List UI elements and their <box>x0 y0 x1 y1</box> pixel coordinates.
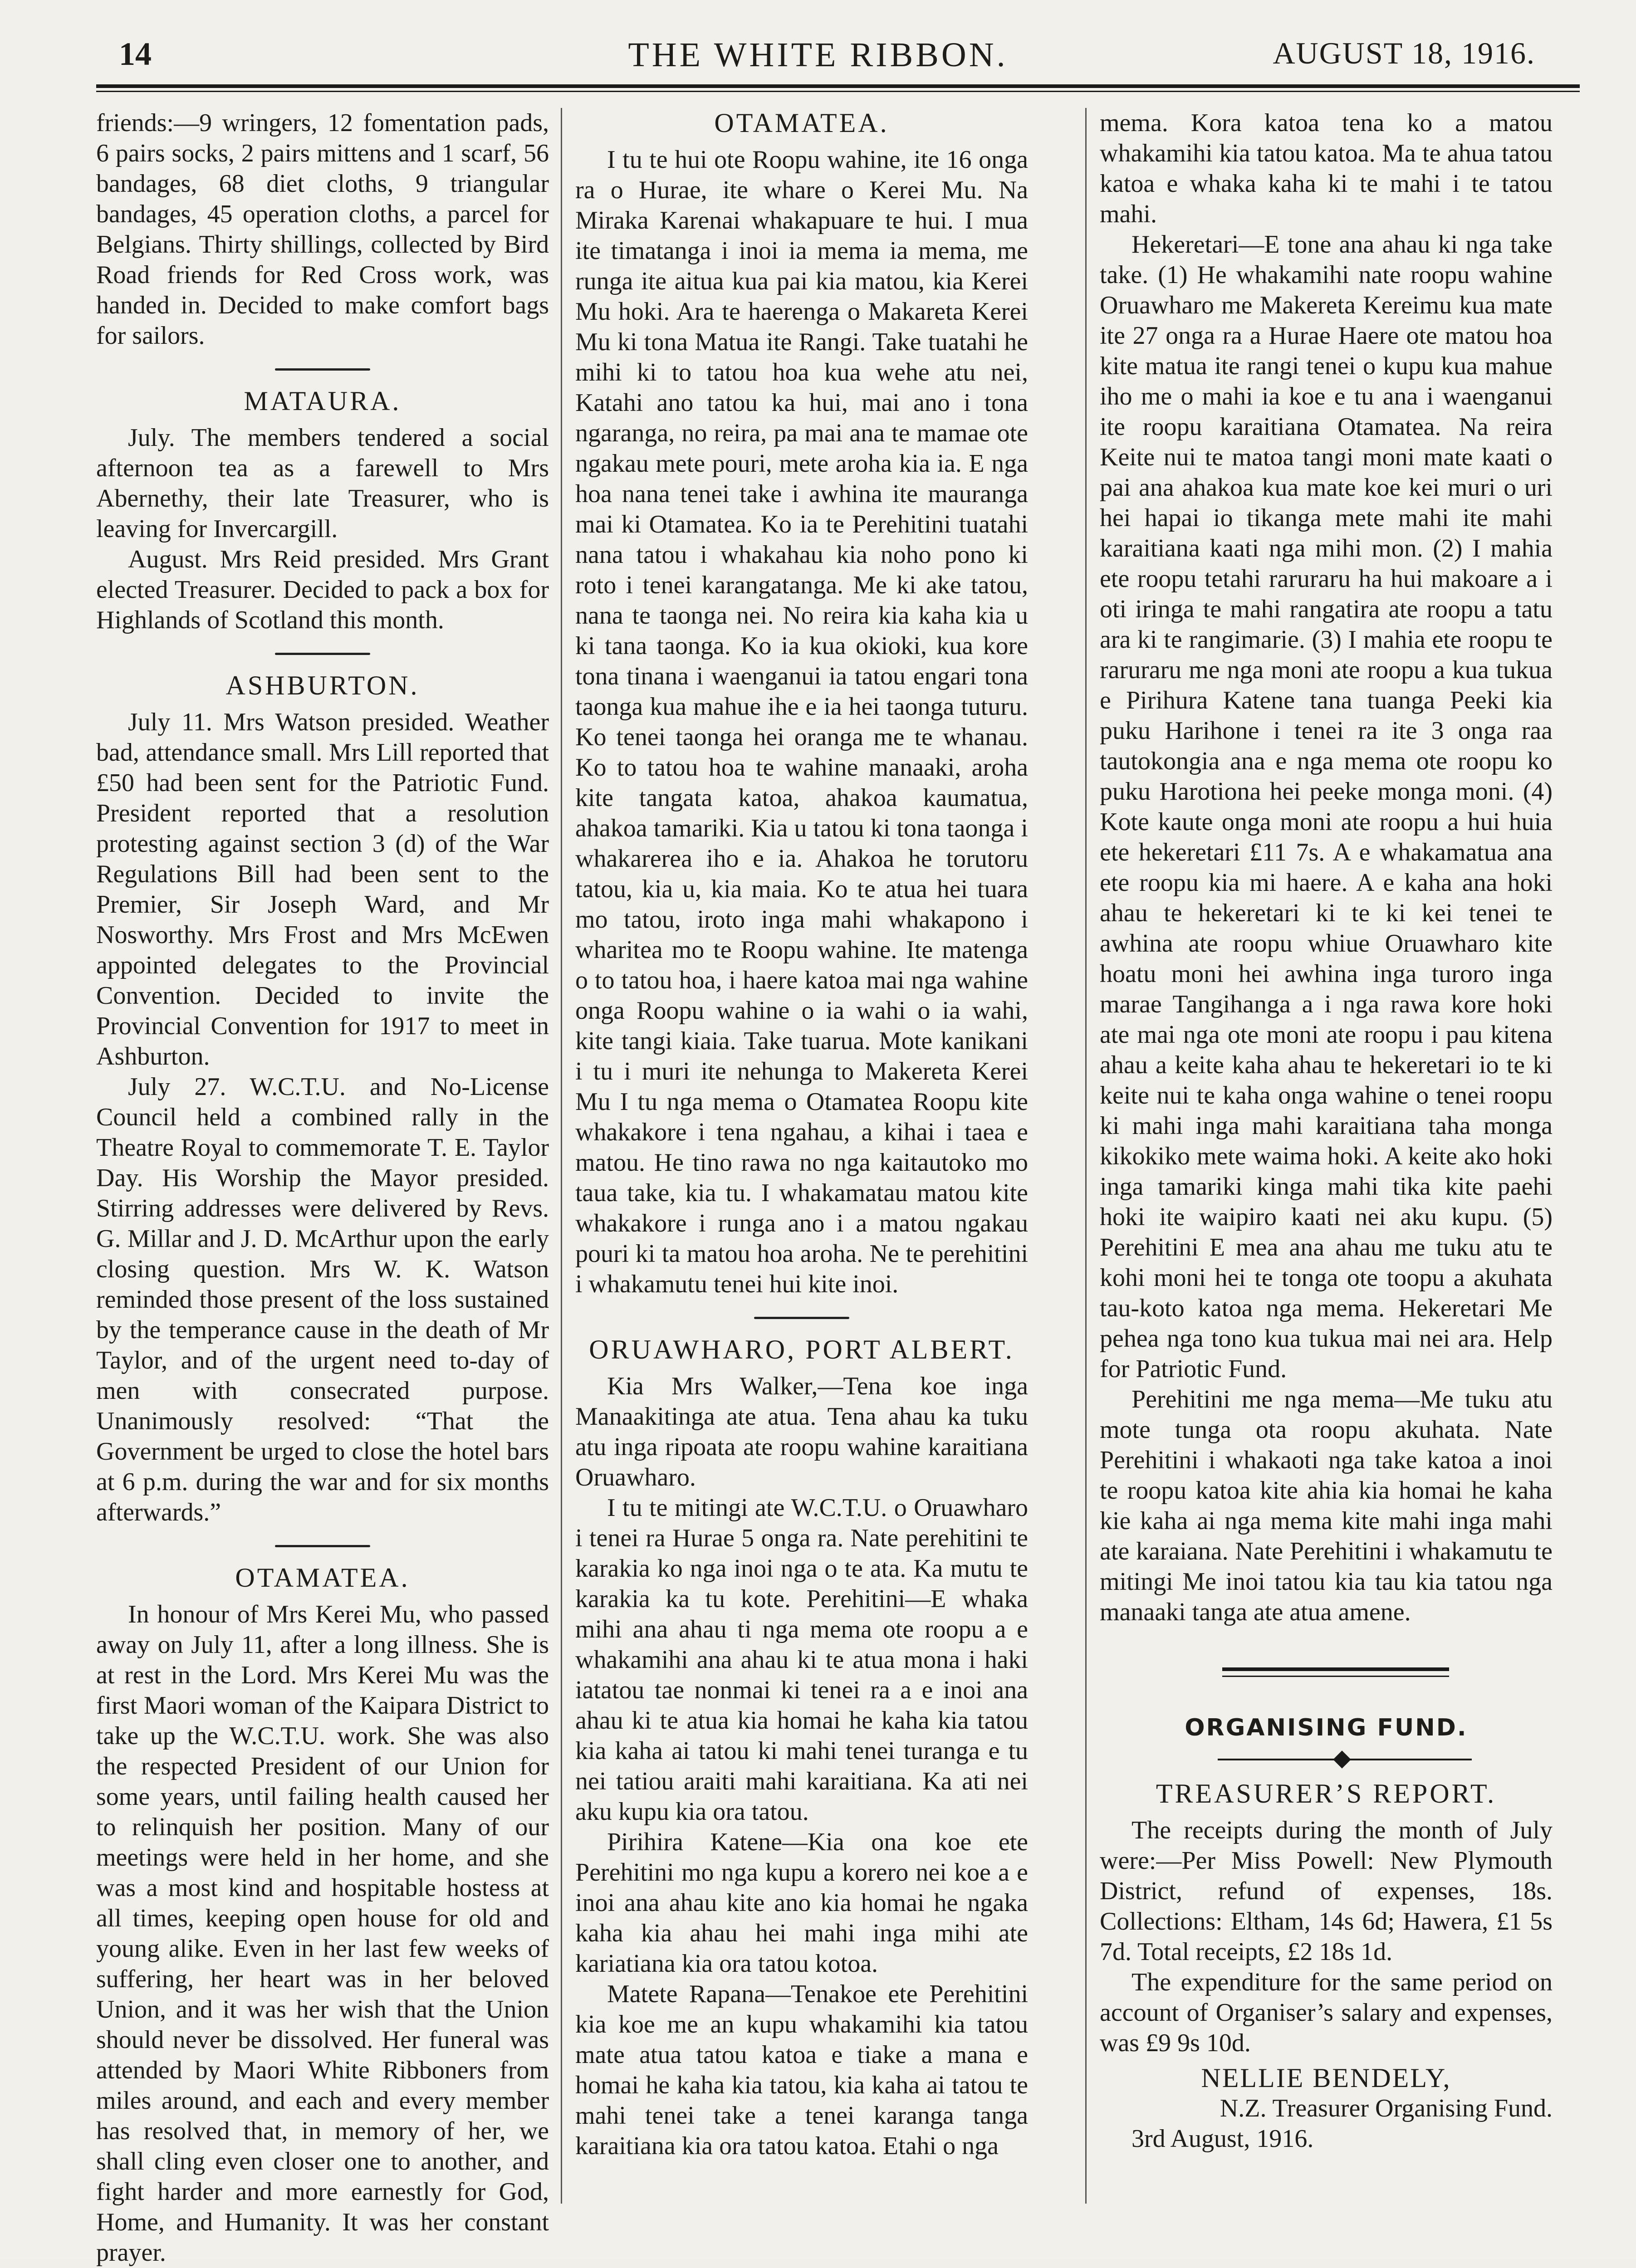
diamond-divider <box>1100 1750 1553 1769</box>
column-divider <box>561 108 562 2204</box>
article-paragraph: July. The members tendered a social afternoon tea as a farewell to Mrs Abernethy, their late Treasurer, who is leaving for Invercargill. <box>96 424 549 543</box>
section-divider <box>275 653 370 655</box>
section-heading-ashburton: ASHBURTON. <box>225 670 420 700</box>
article-paragraph: July 27. W.C.T.U. and No-License Council held a combined rally in the Theatre Royal to commemorate T. E. Taylor Day. His Worship the Mayor presided. Stirring addresses were delivered by Revs. G. Millar and J. D. McArthur upon the early closing question. Mrs W. K. Watson reminded those present of the loss sustained by the temperance cause in the death of Mr Taylor, and of the urgent need to-day of men with consecrated purpose. Unanimously resolved: “That the Government be urged to close the hotel bars at 6 p.m. during the war and for six months afterwards.” <box>96 1073 549 1526</box>
article-paragraph: The receipts during the month of July were:—Per Miss Powell: New Plymouth District, refund of expenses, 18s. Collections: Eltham, 14s 6d; Hawera, £1 5s 7d. Total receipts, £2 18s 1d. <box>1100 1816 1553 1966</box>
section-ornament-rule <box>1100 1657 1553 1693</box>
signature-date: 3rd August, 1916. <box>1131 2125 1314 2153</box>
issue-date: AUGUST 18, 1916. <box>1273 36 1535 70</box>
article-paragraph: I tu te hui ote Roopu wahine, ite 16 onga ra o Hurae, ite whare o Kerei Mu. Na Miraka Karenai whakapuare te hui. I mua ite timatanga i inoi ia mema ia mema, me runga ite aitua kua pai kia matou, kia Kerei Mu hoki. Ara te haerenga o Makareta Kerei Mu ki tona Matua ite Rangi. Take tuatahi he mihi ki to tatou hoa kua wehe atu nei, Katahi ano tatou ka hui, mai ano i tona ngaranga, no reira, pa mai ana te mamae ote ngakau mete pouri, mete aroha kia ia. E nga hoa nana tenei take i awhina ite mauranga mai ki Otamatea. Ko ia te Perehitini tuatahi nana tatou i whakahau kia noho pono ki roto i tenei karangatanga. Me ki ake tatou, nana te taonga nei. No reira kia kaha kia u ki tana taonga. Ko ia kua okioki, kua kore tona tinana i waenganui ia tatou engari tona taonga kua mahue ihe e ia hei taonga tuturu. Ko tenei taonga hei oranga me te whanau. Ko to tatou hoa te wahine manaaki, aroha kite tangata katoa, ahakoa kaumatua, ahakoa tamariki. Kia u tatou ki tona taonga i whakarerea iho e ia. Ahakoa he torutoru tatou, kia u, kia maia. Ko te atua hei tuara mo tatou, iroto inga mahi whakapono i wharitea mo te Roopu wahine. Ite matenga o to tatou hoa, i haere katoa mai nga wahine onga Roopu wahine o ia wahi o ia wahi, kite tangi kiaia. Take tuarua. Mote kanikani i tu i muri ite nehunga to Makereta Kerei Mu I tu nga mema o Otamatea Roopu kite whakakore i tena ngahau, a kihai i taea e matou. He tino rawa no nga kaitautoko mo taua take, kia tu. I whakamatau matou kite whakakore i runga ano i a matou ngakau pouri ki ta matou hoa aroha. Ne te perehitini i whakamutu tenei hui kite inoi. <box>575 146 1028 1298</box>
article-paragraph: August. Mrs Reid presided. Mrs Grant elected Treasurer. Decided to pack a box for Highlands of Scotland this month. <box>96 545 549 634</box>
article-paragraph: Pirihira Katene—Kia ona koe ete Perehitini mo nga kupu a korero nei koe a e inoi ana ahau kite ano kia homai he ngaka kaha kia ahau hei mahi inga mihi ate kariatiana kia ora tatou kotoa. <box>575 1828 1028 1978</box>
signature-title: N.Z. Treasurer Organising Fund. <box>1220 2094 1553 2122</box>
section-heading-mataura: MATAURA. <box>244 386 402 416</box>
article-paragraph: friends:—9 wringers, 12 fomentation pads, 6 pairs socks, 2 pairs mittens and 1 scarf, 56 bandages, 68 diet cloths, 9 triangular bandages, 45 operation cloths, a parcel for Belgians. Thirty shillings, collected by Bird Road friends for Red Cross work, was handed in. Decided to make comfort bags for sailors. <box>96 109 549 350</box>
article-paragraph: mema. Kora katoa tena ko a matou whakamihi kia tatou katoa. Ma te ahua tatou katoa e whaka kaha ki te mahi i te tatou mahi. <box>1100 109 1553 228</box>
header-rule <box>96 84 1580 88</box>
publication-title: THE WHITE RIBBON. <box>628 36 1008 74</box>
article-paragraph: Kia Mrs Walker,—Tena koe inga Manaakitinga ate atua. Tena ahau ka tuku atu inga ripoata ate roopu wahine karaitiana Oruawharo. <box>575 1372 1028 1491</box>
section-heading-otamatea: OTAMATEA. <box>235 1563 410 1593</box>
article-paragraph: I tu te mitingi ate W.C.T.U. o Oruawharo i tenei ra Hurae 5 onga ra. Nate perehitini te karakia ko nga inoi nga o te ata. Ka mutu te karakia ka tu kote. Perehitini—E whaka mihi ana ahau ti nga mema ote roopu a e whakamihi ana ahau ki te atua mona i haki iatatou tae nonmai ki tenei ra a e inoi ana ahau ki te atua kia homai he kaha kia tatou kia kaha ai tatou ki mahi tenei turanga e tu nei tatiou araiti mahi karaitiana. Ka ati nei aku kupu kia ora tatou. <box>575 1494 1028 1826</box>
section-divider <box>754 1317 849 1319</box>
column-2 <box>575 108 1028 2161</box>
section-heading-treasurers-report: TREASURER’S REPORT. <box>1156 1779 1497 1809</box>
page-number: 14 <box>119 36 152 72</box>
section-divider <box>275 368 370 371</box>
section-heading-oruawharo: ORUAWHARO, PORT ALBERT. <box>589 1334 1014 1364</box>
column-divider <box>1085 108 1087 2204</box>
article-paragraph: Hekeretari—E tone ana ahau ki nga take take. (1) He whakamihi nate roopu wahine Oruawharo me Makereta Kereimu kua mate ite 27 onga ra a Hurae Haere ote matou hoa kite matua ite rangi tenei o kupu kua mahue iho me o mahi ia koe e tu ana i waenganui ite roopu karaitiana Otamatea. Na reira Keite nui te matoa tangi moni mate kaati o pai ana ahakoa kua mate koe kei muri o uri hei hapai io tikanga mete mahi ite mahi karaitiana kaati nga mihi mon. (2) I mahia ete roopu tetahi raruraru ha hui makoare a i oti iringa te mahi rangatira ate roopu a tatu ara ki te rangimarie. (3) I mahia ete roopu te raruraru me nga moni ate roopu a kua tukua e Pirihura Katene tana tuanga Peeki kia puku Harihone i tenei ra ite 3 onga raa tautokongia ana e nga mema ote roopu ko puku Harotiona hei peeke monga moni. (4) Kote kaute onga moni ate roopu a hui huia ete hekeretari £11 7s. A e whakamatua ana ete roopu kia mi haere. A e kaha ana hoki ahau te hekeretari ki te ki kei tenei te awhina ate roopu whiue Oruawharo kite hoatu moni hei awhina inga turoro inga marae Tangihanga a i nga rawa kore hoki ate mai nga ote moni ate roopu i pau kitena ahau a keite kaha ahau te hekeretari io te ki keite nui te kaha onga wahine o tenei roopu ki mahi inga mahi karaitiana taha monga kikokiko mete waima hoki. A keite ako hoki inga tamariki kinga mahi tika kite paehi hoki ite waipiro kaati nei aku kupu. (5) Perehitini E mea ana ahau me tuku atu te kohi moni hei te tonga ote toopu a akuhata tau-koto katoa nga mema. Hekeretari Me pehea nga tono kua tukua mai nei ara. Help for Patriotic Fund. <box>1100 230 1553 1383</box>
article-paragraph: The expenditure for the same period on account of Organiser’s salary and expenses, was £9 9s 10d. <box>1100 1968 1553 2057</box>
column-3 <box>1100 108 1553 2154</box>
section-heading-organising-fund: ORGANISING FUND. <box>1185 1714 1468 1741</box>
article-paragraph: Perehitini me nga mema—Me tuku atu mote tunga ota roopu akuhata. Nate Perehitini i whakaoti nga take katoa a inoi te roopu katoa kite ahia kia homai he kaha kie kaha ai nga mema kite mahi inga mahi ate karaiana. Nate Perehitini i whakamutu te mitingi Me inoi tatou kia tau kia tatou nga manaaki tanga ate atua amene. <box>1100 1385 1553 1626</box>
column-1 <box>96 108 549 2268</box>
section-divider <box>275 1545 370 1547</box>
page-header <box>0 27 1636 77</box>
signature-name: NELLIE BENDELY, <box>1201 2063 1451 2093</box>
article-paragraph: Matete Rapana—Tenakoe ete Perehitini kia koe me an kupu whakamihi kia tatou mate atua tatou katoa e tiake a mana e homai he kaha kia tatou, kia kaha ai tatou te mahi tenei take a tenei karanga tanga karaitiana kia ora tatou katoa. Etahi o nga <box>575 1980 1028 2160</box>
article-paragraph: July 11. Mrs Watson presided. Weather bad, attendance small. Mrs Lill reported that £50 had been sent for the Patriotic Fund. President reported that a resolution protesting against section 3 (d) of the War Regulations Bill had been sent to the Premier, Sir Joseph Ward, and Mr Nosworthy. Mrs Frost and Mrs McEwen appointed delegates to the Provincial Convention. Decided to invite the Provincial Convention for 1917 to meet in Ashburton. <box>96 708 549 1070</box>
section-heading-otamatea-maori: OTAMATEA. <box>714 108 889 138</box>
article-paragraph: In honour of Mrs Kerei Mu, who passed away on July 11, after a long illness. She is at rest in the Lord. Mrs Kerei Mu was the first Maori woman of the Kaipara District to take up the W.C.T.U. work. She was also the respected President of our Union for some years, until failing health caused her to relinquish her position. Many of our meetings were held in her home, and she was a most kind and hospitable hostess at all times, keeping open house for old and young alike. Even in her last few weeks of suffering, her heart was in her beloved Union, and it was her wish that the Union should never be dissolved. Her funeral was attended by Maori White Ribboners from miles around, and each and every member has resolved that, in memory of her, we shall cling even closer one to another, and fight harder and more earnestly for God, Home, and Humanity. It was her constant prayer. <box>96 1600 549 2267</box>
header-rule-thin <box>96 91 1580 92</box>
